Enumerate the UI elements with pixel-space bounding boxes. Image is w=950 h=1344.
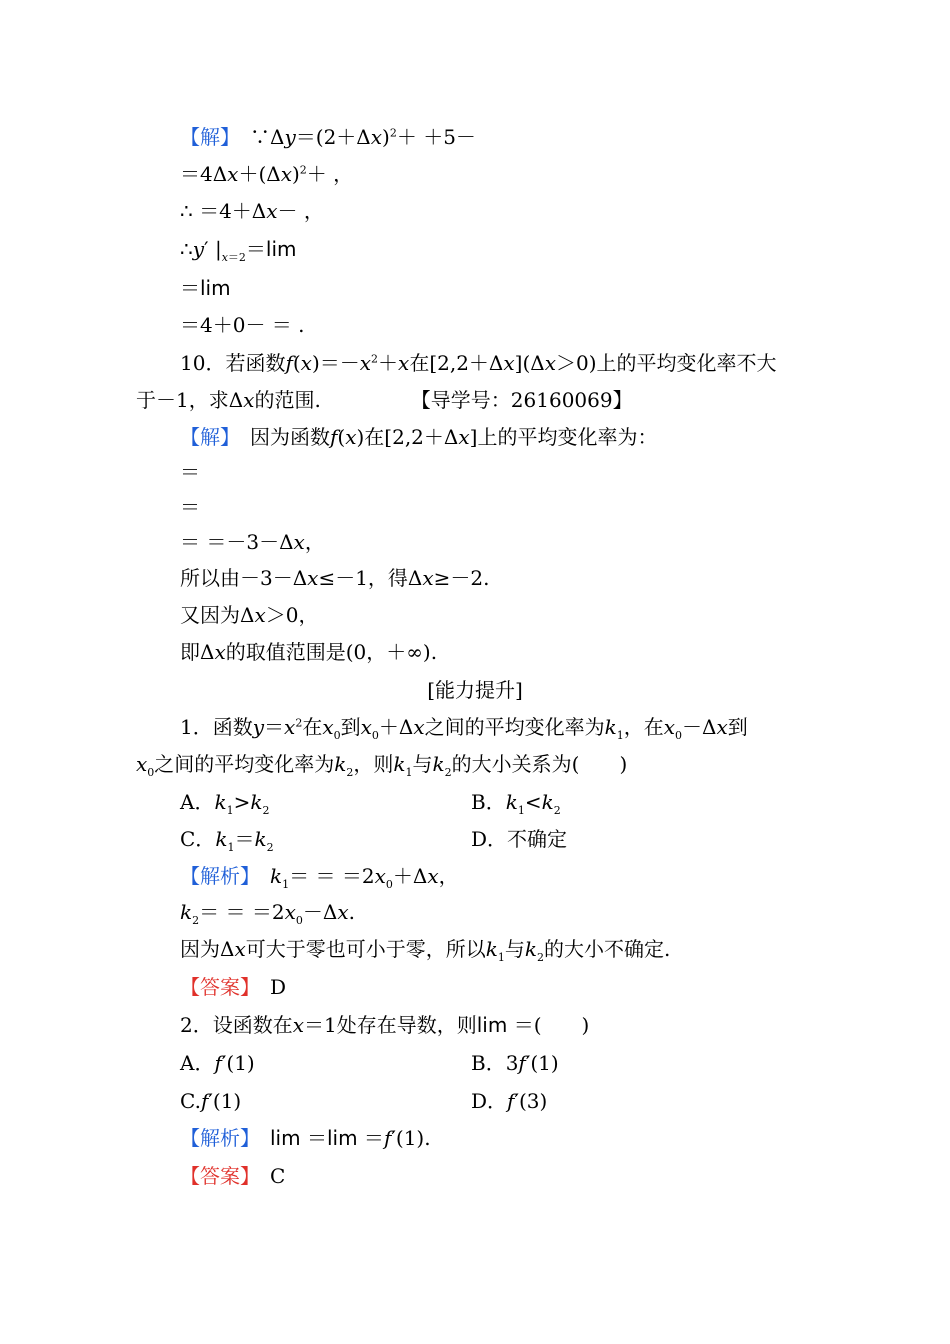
problem-2-option-b <box>471 1050 559 1076</box>
text-run: 到 <box>727 715 748 739</box>
text-run: x <box>427 864 439 888</box>
section-heading-ability <box>0 677 950 703</box>
solution-9-line-1 <box>180 124 476 150</box>
text-run: 与 <box>412 752 433 776</box>
text-run: 【解析】 <box>180 1126 250 1150</box>
text-run: 2 <box>389 126 397 140</box>
problem-1-option-c <box>180 826 274 852</box>
text-run: 【解】 <box>180 125 230 149</box>
text-run: k <box>432 752 445 776</box>
text-run: x <box>360 715 372 739</box>
text-run: k <box>250 790 263 814</box>
text-run: k <box>180 900 193 924</box>
text-run: ＝4＋0－ ＝ . <box>180 313 305 337</box>
text-run: k <box>214 790 227 814</box>
text-run: ≤－1，得Δ <box>318 566 423 590</box>
text-run: 又因为Δ <box>180 603 255 627</box>
text-run: x <box>136 752 148 776</box>
text-run: ＝ ＝ ＝2 <box>199 900 285 924</box>
text-run: ＝2 <box>227 251 246 264</box>
text-run: 2 <box>262 804 270 817</box>
text-run: ′ | <box>204 237 222 261</box>
text-run: D．不确定 <box>471 827 568 851</box>
text-run: k <box>270 864 283 888</box>
text-run: 因为函数 <box>230 425 330 449</box>
solution-10-line-6 <box>180 602 318 628</box>
text-run: x <box>293 530 305 554</box>
text-run: . <box>348 900 355 924</box>
text-run: x <box>227 162 239 186</box>
text-run: ，则 <box>353 752 394 776</box>
text-run: 2．设函数在 <box>180 1013 293 1037</box>
text-run: 2 <box>295 716 303 730</box>
problem-2-option-c <box>180 1088 241 1114</box>
text-run: －Δ <box>682 715 717 739</box>
text-run: f <box>285 351 293 375</box>
text-run: ， <box>438 864 459 888</box>
text-run: x <box>234 937 246 961</box>
problem-2-option-a <box>180 1050 255 1076</box>
text-run: 于－1，求Δ <box>136 388 244 412</box>
text-run: 1 <box>405 766 413 779</box>
text-run: ＝ <box>180 276 200 300</box>
text-run: 所以由－3－Δ <box>180 566 308 590</box>
text-run: k <box>334 752 347 776</box>
text-run: 2 <box>299 163 307 177</box>
text-run: ) <box>291 162 300 186</box>
text-run: ＝(2＋Δ <box>295 125 371 149</box>
analysis-1-line-2 <box>180 899 355 925</box>
text-run: f <box>200 1089 209 1113</box>
text-run: x <box>243 388 255 412</box>
text-run: ＋(Δ <box>238 162 281 186</box>
text-run: 0 <box>333 729 341 742</box>
text-run: 【答案】 <box>180 1164 250 1188</box>
text-run: x <box>284 715 296 739</box>
text-run: 2 <box>192 914 200 927</box>
solution-10-line-5 <box>180 565 490 591</box>
text-run: ＞0)上的平均变化率不大 <box>556 351 777 375</box>
text-run: k <box>541 790 554 814</box>
text-run: x <box>370 125 383 149</box>
text-run: x <box>544 351 557 375</box>
text-run: 的大小不确定. <box>543 937 671 961</box>
text-run: ](Δ <box>514 351 545 375</box>
text-run: k <box>215 827 228 851</box>
text-run: D <box>250 975 287 999</box>
problem-1-option-a <box>180 789 269 815</box>
text-run: 在 <box>302 715 323 739</box>
text-run <box>250 864 270 888</box>
text-run: k <box>524 937 537 961</box>
text-run: x <box>458 425 470 449</box>
text-run: ( <box>292 351 301 375</box>
text-run: ∴ <box>180 237 193 261</box>
text-run: 即Δ <box>180 640 215 664</box>
text-run: 的大小关系为( ) <box>451 752 628 776</box>
problem-2-line-1 <box>180 1012 589 1038</box>
text-run: )＝－ <box>311 351 360 375</box>
text-run: k <box>393 752 406 776</box>
text-run: ＝ <box>300 1126 327 1150</box>
analysis-1-line-1 <box>180 863 459 889</box>
text-run: 【答案】 <box>180 975 250 999</box>
text-run: B． <box>471 790 506 814</box>
text-run: 0 <box>295 914 303 927</box>
text-run: C <box>250 1164 286 1188</box>
problem-10-line-1 <box>180 350 777 376</box>
text-run: x <box>254 603 266 627</box>
text-run: x <box>716 715 728 739</box>
text-run: －Δ <box>302 900 338 924</box>
text-run: f <box>507 1089 515 1113</box>
text-run: k <box>485 937 498 961</box>
text-run: 【解】 <box>180 425 230 449</box>
answer-1 <box>180 974 286 1000</box>
text-run: x <box>359 351 372 375</box>
text-run: )在[2,2＋Δ <box>356 425 459 449</box>
text-run: f <box>518 1051 526 1075</box>
text-run <box>250 1126 270 1150</box>
solution-9-line-2 <box>180 161 353 187</box>
text-run: 【解析】 <box>180 864 250 888</box>
text-run: ∵Δ <box>230 125 285 149</box>
text-run: ＋Δ <box>392 864 428 888</box>
text-run: x <box>422 566 434 590</box>
text-run: ＞0， <box>265 603 319 627</box>
text-run: 1 <box>227 841 235 854</box>
text-run: ＝ ＝ ＝2 <box>289 864 375 888</box>
text-run: ∴ ＝4＋Δ <box>180 199 267 223</box>
text-run: 1．函数 <box>180 715 253 739</box>
text-run: lim <box>270 1126 301 1150</box>
text-run: y <box>284 125 296 149</box>
text-run: 0 <box>147 766 155 779</box>
text-run: 与 <box>504 937 525 961</box>
solution-10-line-1 <box>180 424 657 450</box>
text-run: x <box>398 351 410 375</box>
text-run: x <box>280 162 292 186</box>
text-run: 2 <box>266 841 274 854</box>
text-run: 10．若函数 <box>180 351 286 375</box>
text-run: ＝( ) <box>507 1013 590 1037</box>
problem-1-line-1 <box>180 714 748 740</box>
text-run: f <box>383 1126 392 1150</box>
text-run: ′(3) <box>514 1089 548 1113</box>
text-run: ( <box>337 425 346 449</box>
text-run: ]上的平均变化率为： <box>469 425 658 449</box>
text-run: ′(1). <box>391 1126 431 1150</box>
text-run: 1 <box>282 878 290 891</box>
text-run: A． <box>180 790 215 814</box>
text-run: － ， <box>277 199 324 223</box>
analysis-1-line-3 <box>180 936 670 962</box>
problem-2-option-d <box>471 1088 547 1114</box>
text-run: 2 <box>444 766 452 779</box>
text-run: 1 <box>616 729 624 742</box>
text-run: C. <box>180 1089 201 1113</box>
text-run: k <box>604 715 617 739</box>
solution-10-line-2 <box>180 459 200 485</box>
text-run: ＝1处存在导数，则 <box>304 1013 477 1037</box>
text-run: > <box>233 790 251 814</box>
text-run: ＝ <box>264 715 285 739</box>
solution-9-line-5 <box>180 275 231 301</box>
text-run: ＋ ＋5－ <box>396 125 476 149</box>
text-run: ＝ <box>357 1126 384 1150</box>
text-run: 0 <box>371 729 379 742</box>
text-run: x <box>307 566 319 590</box>
text-run: ＝ ＝－3－Δ <box>180 530 294 554</box>
text-run: x <box>374 864 386 888</box>
text-run: 之间的平均变化率为 <box>154 752 335 776</box>
text-run: ，在 <box>623 715 664 739</box>
text-run: 2 <box>371 352 379 366</box>
text-run: x <box>503 351 515 375</box>
problem-1-option-b <box>471 789 561 815</box>
text-run: ′(1) <box>221 1051 255 1075</box>
text-run: ′(1) <box>525 1051 559 1075</box>
text-run: C． <box>180 827 216 851</box>
solution-10-line-3 <box>180 494 200 520</box>
text-run: B．3 <box>471 1051 519 1075</box>
text-run: 的取值范围是(0，＋∞). <box>225 640 438 664</box>
text-run: A． <box>180 1051 215 1075</box>
text-run: [能力提升] <box>427 678 523 702</box>
text-run: x <box>322 715 334 739</box>
text-run: x <box>413 715 425 739</box>
solution-10-line-7 <box>180 639 437 665</box>
text-run: ＝ <box>234 827 255 851</box>
text-run: f <box>214 1051 222 1075</box>
analysis-2-line-1 <box>180 1125 431 1151</box>
text-run: 1 <box>226 804 234 817</box>
text-run: x <box>345 425 357 449</box>
text-run: k <box>254 827 267 851</box>
text-run: x <box>214 640 226 664</box>
solution-10-line-4 <box>180 529 325 555</box>
text-run: ＋ <box>378 351 399 375</box>
text-run: x <box>337 900 349 924</box>
answer-2 <box>180 1163 285 1189</box>
problem-10-line-2 <box>136 387 633 413</box>
text-run: 可大于零也可小于零，所以 <box>245 937 486 961</box>
text-run: ＝4Δ <box>180 162 228 186</box>
solution-9-line-4 <box>180 236 297 262</box>
text-run: x <box>292 1013 305 1037</box>
text-run: y <box>252 715 265 739</box>
text-run: 2 <box>536 951 544 964</box>
text-run: 在[2,2＋Δ <box>409 351 504 375</box>
text-run: 0 <box>385 878 393 891</box>
text-run: 的范围. 【导学号：26160069】 <box>254 388 633 412</box>
text-run: lim <box>326 1126 358 1150</box>
text-run: x <box>266 199 278 223</box>
solution-9-line-6 <box>180 312 305 338</box>
text-run: 到 <box>340 715 361 739</box>
text-run: lim <box>200 276 231 300</box>
text-run: 0 <box>675 729 683 742</box>
text-run: 1 <box>517 804 525 817</box>
text-run: 因为Δ <box>180 937 235 961</box>
text-run: lim <box>265 237 297 261</box>
text-run: 之间的平均变化率为 <box>424 715 605 739</box>
text-run: 1 <box>497 951 505 964</box>
text-run: ＋Δ <box>378 715 414 739</box>
text-run: k <box>505 790 518 814</box>
text-run: ＋ ， <box>306 162 354 186</box>
text-run: 2 <box>553 804 561 817</box>
text-run: ) <box>382 125 390 149</box>
solution-9-line-3 <box>180 198 324 224</box>
text-run: ＝ <box>245 237 266 261</box>
text-run: 2 <box>346 766 354 779</box>
text-run: ＝ <box>180 460 200 484</box>
problem-1-option-d <box>471 826 567 852</box>
text-run: ＝ <box>180 495 200 519</box>
text-run: x <box>221 251 228 264</box>
text-run: ′(1) <box>208 1089 242 1113</box>
text-run: lim <box>476 1013 508 1037</box>
text-run: ≥－2. <box>433 566 490 590</box>
text-run: x <box>663 715 676 739</box>
problem-1-line-2 <box>136 751 627 777</box>
text-run: f <box>330 425 338 449</box>
text-run: < <box>524 790 542 814</box>
text-run: D． <box>471 1089 508 1113</box>
text-run: x <box>284 900 296 924</box>
text-run: y <box>192 237 205 261</box>
text-run: ， <box>304 530 325 554</box>
text-run: x <box>300 351 312 375</box>
